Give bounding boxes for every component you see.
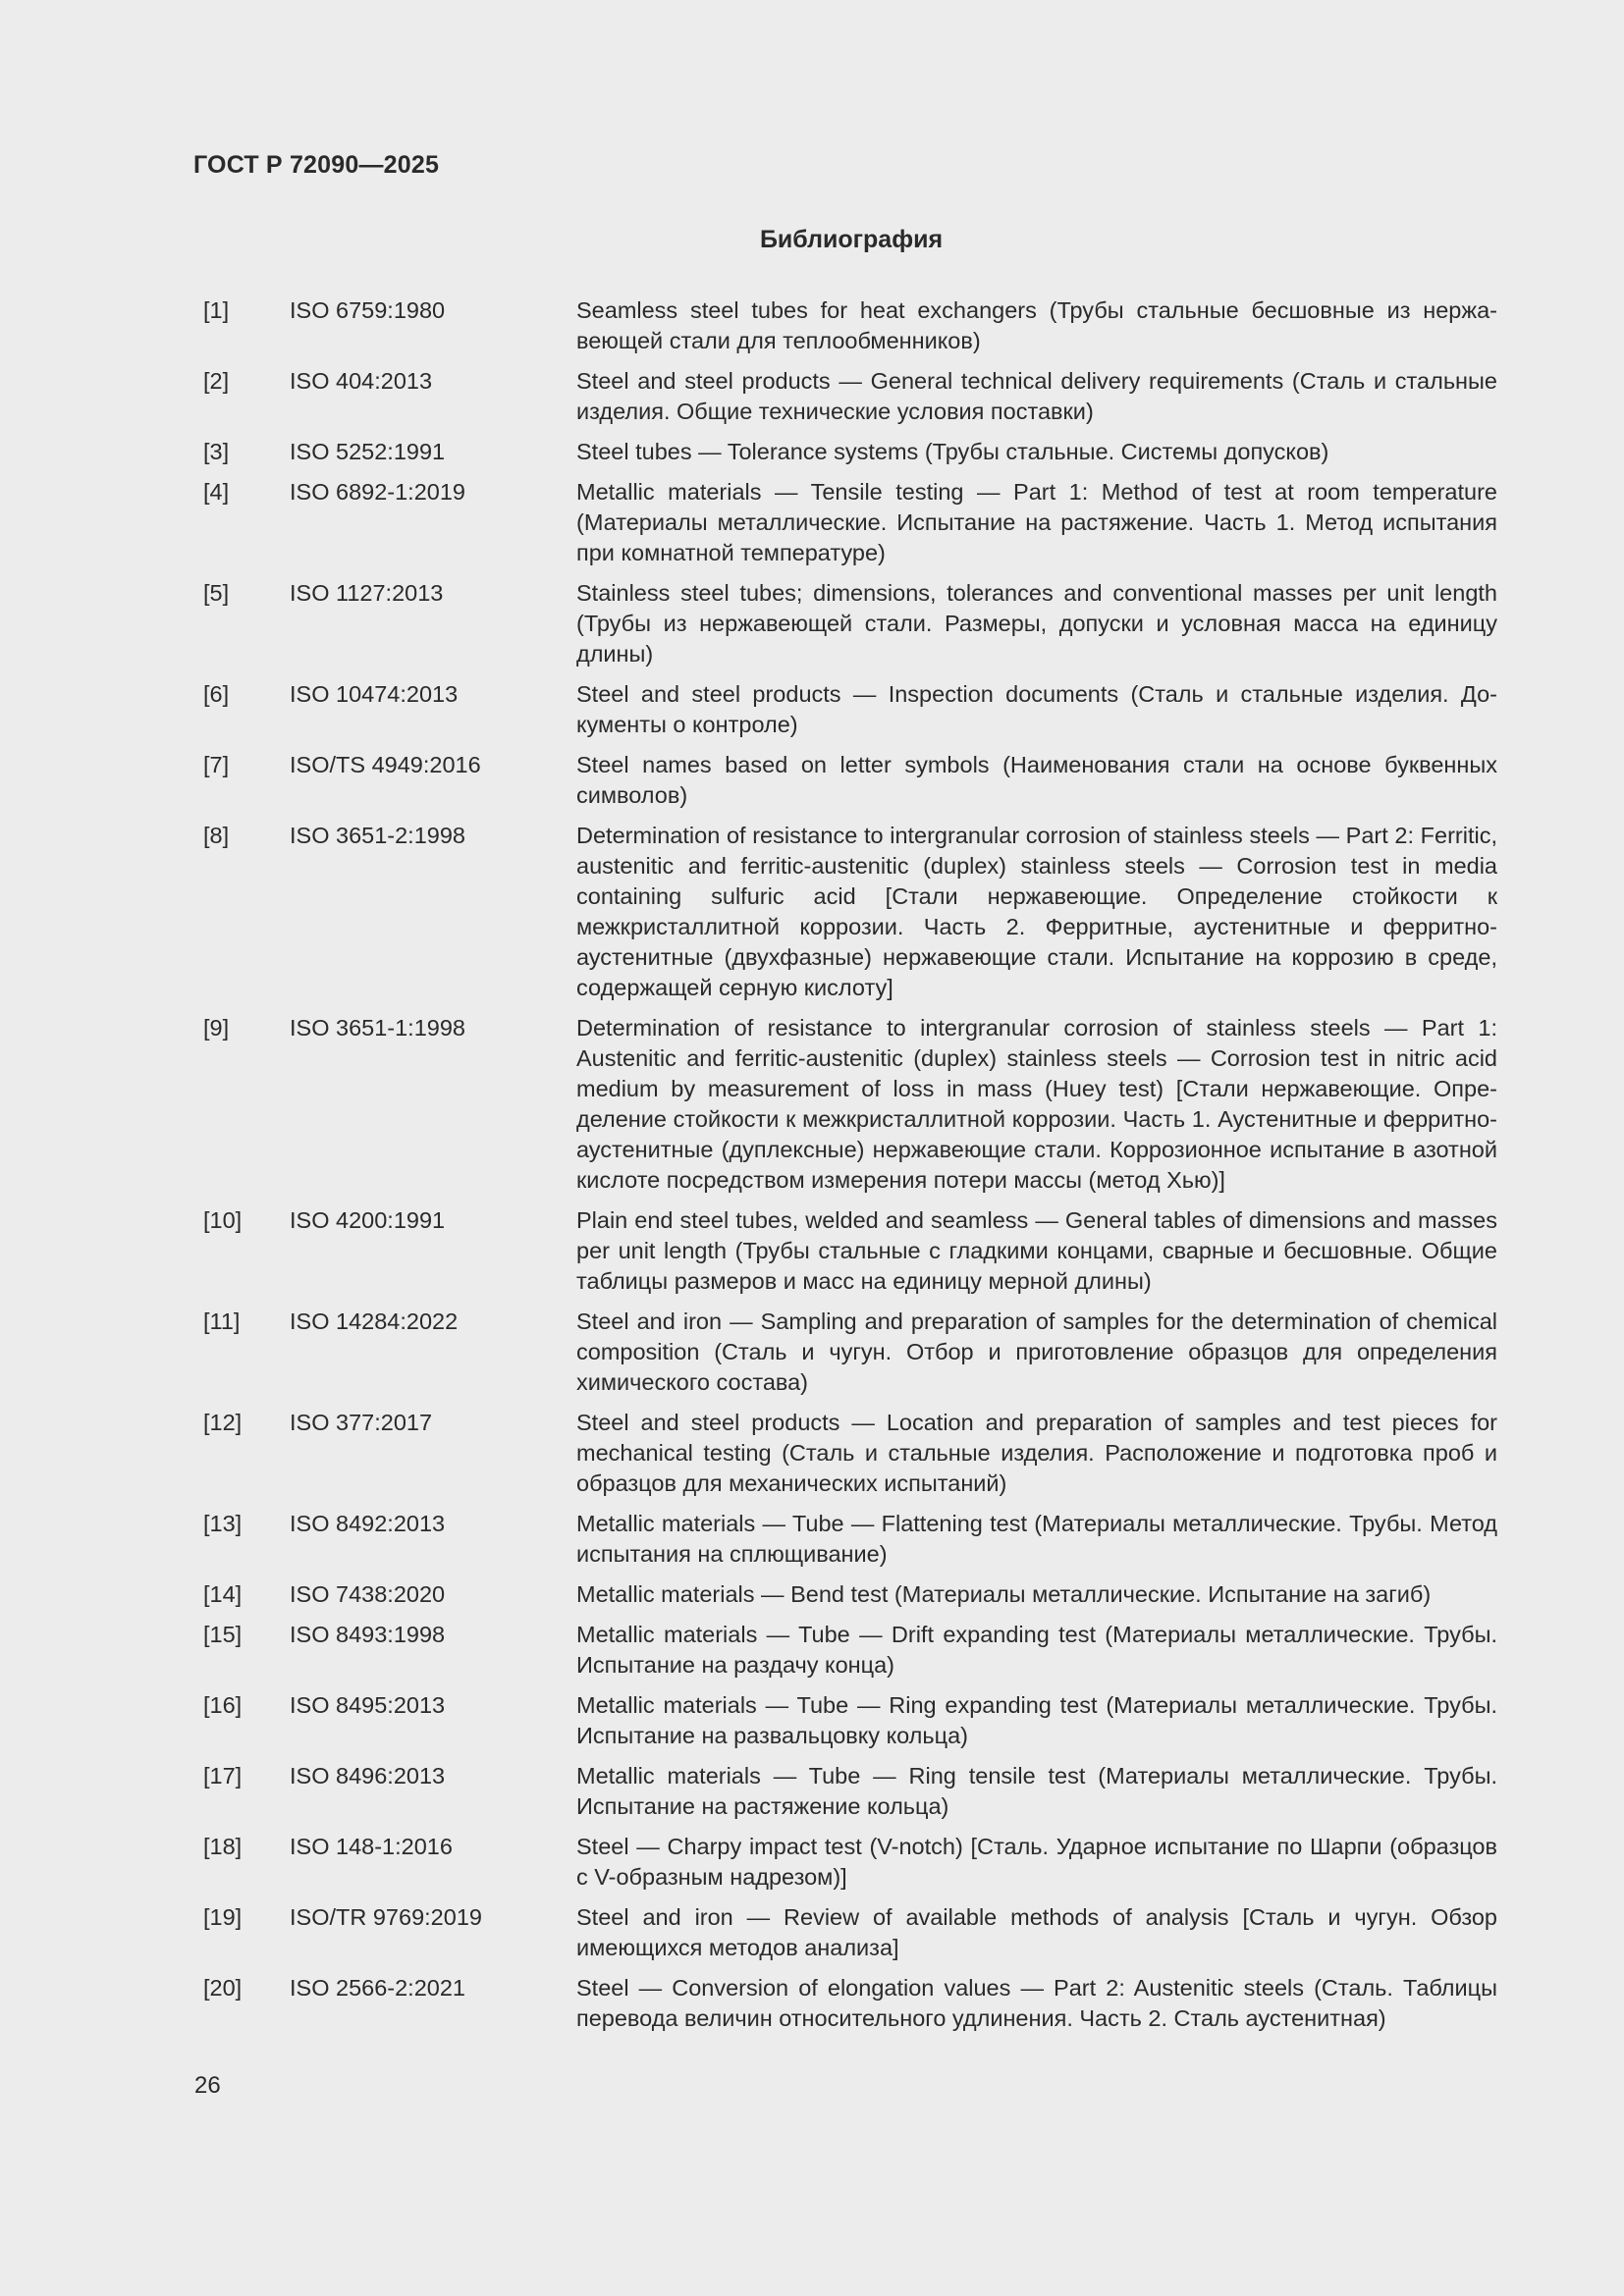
bibliography-entry bbox=[203, 821, 1497, 1003]
bibliography-entry bbox=[203, 1205, 1497, 1297]
reference-number: [12] bbox=[203, 1410, 243, 1435]
page-number: 26 bbox=[194, 2072, 221, 2099]
bibliography-entry bbox=[203, 578, 1497, 669]
standard-code: ISO 377:2017 bbox=[290, 1410, 433, 1435]
bibliography-entry bbox=[203, 679, 1497, 740]
bibliography-entry bbox=[203, 1832, 1497, 1893]
bibliography-entry bbox=[203, 1509, 1497, 1570]
standard-code: ISO/TS 4949:2016 bbox=[290, 752, 481, 777]
standard-code: ISO 2566-2:2021 bbox=[290, 1975, 465, 2001]
bibliography-entry bbox=[203, 1761, 1497, 1822]
bibliography-entry bbox=[203, 366, 1497, 427]
reference-number: [16] bbox=[203, 1692, 243, 1718]
reference-title: Metallic materials — Tube — Ring expanding test (Материалы металлические. Трубы. Испытание на развальцовку кольца) bbox=[576, 1692, 1497, 1748]
reference-number: [8] bbox=[203, 823, 230, 848]
standard-code: ISO 1127:2013 bbox=[290, 580, 444, 606]
reference-title: Steel tubes — Tolerance systems (Трубы стальные. Системы допусков) bbox=[576, 439, 1329, 464]
bibliography-entry bbox=[203, 1013, 1497, 1196]
reference-title: Steel names based on letter symbols (Наименования стали на основе буквенных символов) bbox=[576, 752, 1497, 808]
reference-number: [4] bbox=[203, 479, 230, 505]
standard-code: ISO 5252:1991 bbox=[290, 439, 446, 464]
bibliography-entry bbox=[203, 1973, 1497, 2034]
section-title: Библиография bbox=[759, 226, 944, 253]
bibliography-entry bbox=[203, 1307, 1497, 1398]
reference-title: Steel and iron — Sampling and preparation of samples for the determination of chemical composition (Сталь и чугун. Отбор и приготовление образцов для определения химического состава) bbox=[576, 1308, 1497, 1395]
reference-title: Metallic materials — Tube — Drift expanding test (Материалы металлические. Трубы. Испытание на раздачу конца) bbox=[576, 1622, 1497, 1678]
reference-title: Metallic materials — Bend test (Материалы металлические. Испытание на загиб) bbox=[576, 1581, 1432, 1607]
standard-code: ISO 7438:2020 bbox=[290, 1581, 446, 1607]
reference-title: Metallic materials — Tube — Flattening test (Материалы металлические. Трубы. Метод испытания на сплющивание) bbox=[576, 1511, 1497, 1567]
standard-code: ISO 10474:2013 bbox=[290, 681, 459, 707]
bibliography-entry bbox=[203, 1408, 1497, 1499]
reference-title: Metallic materials — Tube — Ring tensile test (Материалы металлические. Трубы. Испытание на растяжение кольца) bbox=[576, 1763, 1497, 1819]
standard-code: ISO 8492:2013 bbox=[290, 1511, 446, 1536]
reference-number: [11] bbox=[203, 1308, 241, 1334]
bibliography-entry bbox=[203, 1620, 1497, 1681]
reference-number: [20] bbox=[203, 1975, 243, 2001]
reference-title: Determination of resistance to intergranular corrosion of stainless steels — Part 2: Ferritic, austenitic and ferritic-austenitic (duplex) stainless steels — Corrosion test in media containing sulfuric acid [Стали нержавеющие. Определение стойкости к межкристаллитной коррозии. Часть 2. Ферритные, аустенитные и ферритноаустенитные (двухфазные) нержавеющие стали. Испытание на коррозию в среде, содержащей серную кислоту] bbox=[576, 823, 1497, 1000]
reference-title: Steel and steel products — Inspection documents (Сталь и стальные изделия. Документы о контроле) bbox=[576, 681, 1497, 737]
reference-number: [5] bbox=[203, 580, 230, 606]
reference-number: [14] bbox=[203, 1581, 243, 1607]
standard-code: ISO/TR 9769:2019 bbox=[290, 1904, 482, 1930]
bibliography-entry bbox=[203, 295, 1497, 356]
reference-title: Steel — Conversion of elongation values — Part 2: Austenitic steels (Сталь. Таблицы перевода величин относительного удлинения. Часть 2. Сталь аустенитная) bbox=[576, 1975, 1497, 2031]
reference-title: Metallic materials — Tensile testing — Part 1: Method of test at room temperature (Материалы металлические. Испытание на растяжение. Часть 1. Метод испытания при комнатной температуре) bbox=[576, 479, 1497, 565]
reference-title: Steel and steel products — General technical delivery requirements (Сталь и стальные изделия. Общие технические условия поставки) bbox=[576, 368, 1497, 424]
reference-title: Steel and steel products — Location and preparation of samples and test pieces for mechanical testing (Сталь и стальные изделия. Расположение и подготовка проб и образцов для механических испытаний) bbox=[576, 1410, 1497, 1496]
reference-title: Steel — Charpy impact test (V-notch) [Сталь. Ударное испытание по Шарпи (образцов с V-образным надрезом)] bbox=[576, 1834, 1497, 1890]
reference-title: Plain end steel tubes, welded and seamless — General tables of dimensions and masses per unit length (Трубы стальные с гладкими концами, сварные и бесшовные. Общие таблицы размеров и масс на единицу мерной длины) bbox=[576, 1207, 1497, 1294]
reference-number: [3] bbox=[203, 439, 230, 464]
standard-code: ISO 404:2013 bbox=[290, 368, 433, 394]
bibliography-entry bbox=[203, 1902, 1497, 1963]
bibliography-entry bbox=[203, 750, 1497, 811]
standard-code: ISO 3651-2:1998 bbox=[290, 823, 465, 848]
reference-number: [15] bbox=[203, 1622, 243, 1647]
document-id-header: ГОСТ Р 72090—2025 bbox=[193, 151, 440, 179]
reference-number: [7] bbox=[203, 752, 230, 777]
standard-code: ISO 6759:1980 bbox=[290, 297, 446, 323]
bibliography-entry bbox=[203, 1579, 1497, 1610]
standard-code: ISO 8493:1998 bbox=[290, 1622, 446, 1647]
bibliography-entry bbox=[203, 477, 1497, 568]
standard-code: ISO 4200:1991 bbox=[290, 1207, 446, 1233]
bibliography-entry bbox=[203, 1690, 1497, 1751]
reference-title: Stainless steel tubes; dimensions, tolerances and conventional masses per unit length (Трубы из нержавеющей стали. Размеры, допуски и условная масса на единицу длины) bbox=[576, 580, 1497, 667]
standard-code: ISO 8496:2013 bbox=[290, 1763, 446, 1789]
reference-number: [13] bbox=[203, 1511, 243, 1536]
standard-code: ISO 148-1:2016 bbox=[290, 1834, 453, 1859]
reference-number: [17] bbox=[203, 1763, 243, 1789]
standard-code: ISO 3651-1:1998 bbox=[290, 1015, 465, 1041]
bibliography-list bbox=[203, 295, 1497, 2044]
reference-number: [6] bbox=[203, 681, 230, 707]
reference-title: Determination of resistance to intergranular corrosion of stainless steels — Part 1: Austenitic and ferritic-austenitic (duplex) stainless steels — Corrosion test in nitric acid medium by measurement of loss in mass (Huey test) [Стали нержавеющие. Определение стойкости к межкристаллитной коррозии. Часть 1. Аустенитные и ферритно-аустенитные (дуплексные) нержавеющие стали. Коррозионное испытание в азотной кислоте посредством измерения потери массы (метод Хью)] bbox=[576, 1015, 1497, 1193]
reference-number: [10] bbox=[203, 1207, 243, 1233]
standard-code: ISO 14284:2022 bbox=[290, 1308, 459, 1334]
reference-title: Seamless steel tubes for heat exchangers (Трубы стальные бесшовные из нержавеющей стали для теплообменников) bbox=[576, 297, 1497, 353]
standard-code: ISO 8495:2013 bbox=[290, 1692, 446, 1718]
reference-number: [2] bbox=[203, 368, 230, 394]
standard-code: ISO 6892-1:2019 bbox=[290, 479, 465, 505]
reference-number: [18] bbox=[203, 1834, 243, 1859]
reference-number: [1] bbox=[203, 297, 230, 323]
reference-number: [19] bbox=[203, 1904, 243, 1930]
reference-number: [9] bbox=[203, 1015, 230, 1041]
bibliography-entry bbox=[203, 437, 1497, 467]
reference-title: Steel and iron — Review of available methods of analysis [Сталь и чугун. Обзор имеющихся методов анализа] bbox=[576, 1904, 1497, 1960]
